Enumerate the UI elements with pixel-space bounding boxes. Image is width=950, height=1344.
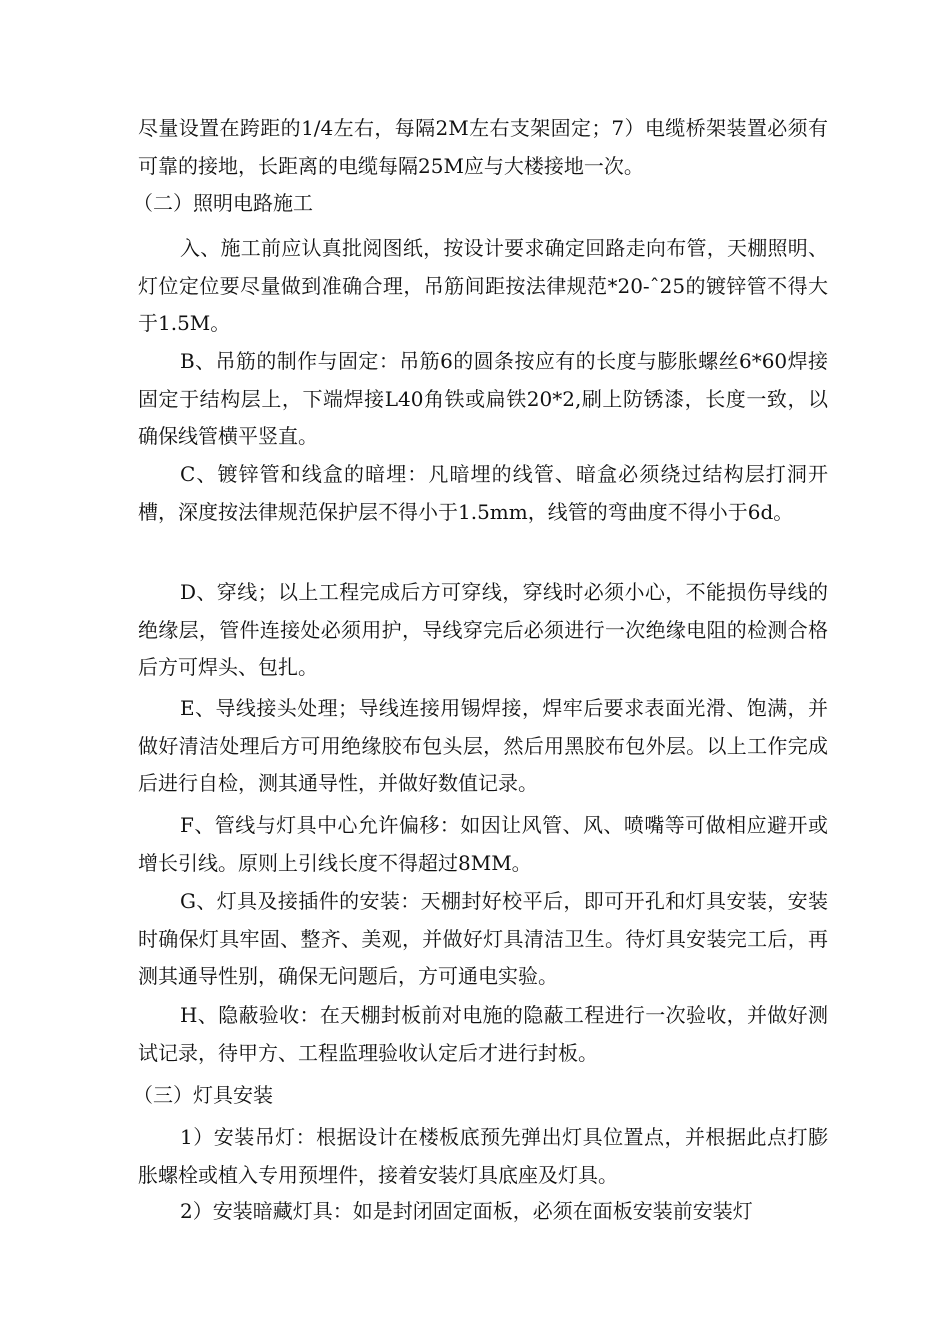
paragraph-item-c: C、镀锌管和线盒的暗埋：凡暗埋的线管、暗盒必须绕过结构层打洞开槽，深度按法律规范保护层不得小于1.5mm，线管的弯曲度不得小于6d。 [138, 462, 828, 524]
paragraph-item-g: G、灯具及接插件的安装：天棚封好校平后，即可开孔和灯具安装，安装时确保灯具牢固、整齐、美观，并做好灯具清洁卫生。待灯具安装完工后，再测其通导性别，确保无问题后，方可通电实验。 [138, 889, 828, 988]
paragraph-item-a: 入、施工前应认真批阅图纸，按设计要求确定回路走向布管，天棚照明、灯位定位要尽量做到准确合理，吊筋间距按法律规范*20-ˆ25的镀锌管不得大于1.5M。 [138, 236, 828, 335]
paragraph-cable-tray-continued: 尽量设置在跨距的1/4左右，每隔2M左右支架固定；7）电缆桥架装置必须有可靠的接地，长距离的电缆每隔25M应与大楼接地一次。 [138, 116, 828, 178]
paragraph-item-e: E、导线接头处理；导线连接用锡焊接，焊牢后要求表面光滑、饱满，并做好清洁处理后方可用绝缘胶布包头层，然后用黑胶布包外层。以上工作完成后进行自检，测其通导性，并做好数值记录。 [138, 696, 828, 795]
paragraph-hanging-lamp: 1）安装吊灯：根据设计在楼板底预先弹出灯具位置点，并根据此点打膨胀螺栓或植入专用预埋件，接着安装灯具底座及灯具。 [138, 1125, 828, 1187]
section-heading-lighting-circuit: （二）照明电路施工 [133, 191, 313, 215]
paragraph-item-b: B、吊筋的制作与固定：吊筋6的圆条按应有的长度与膨胀螺丝6*60焊接固定于结构层上，下端焊接L40角铁或扁铁20*2,刷上防锈漆，长度一致，以确保线管横平竖直。 [138, 349, 828, 448]
paragraph-item-h: H、隐蔽验收：在天棚封板前对电施的隐蔽工程进行一次验收，并做好测试记录，待甲方、工程监理验收认定后才进行封板。 [138, 1003, 828, 1065]
paragraph-item-d: D、穿线；以上工程完成后方可穿线，穿线时必须小心，不能损伤导线的绝缘层，管件连接处必须用护，导线穿完后必须进行一次绝缘电阻的检测合格后方可焊头、包扎。 [138, 580, 828, 679]
paragraph-concealed-lamp: 2）安装暗藏灯具：如是封闭固定面板，必须在面板安装前安装灯 [180, 1199, 753, 1223]
paragraph-item-f: F、管线与灯具中心允许偏移：如因让风管、风、喷嘴等可做相应避开或增长引线。原则上引线长度不得超过8MM。 [138, 813, 828, 875]
section-heading-lamp-installation: （三）灯具安装 [133, 1083, 273, 1107]
